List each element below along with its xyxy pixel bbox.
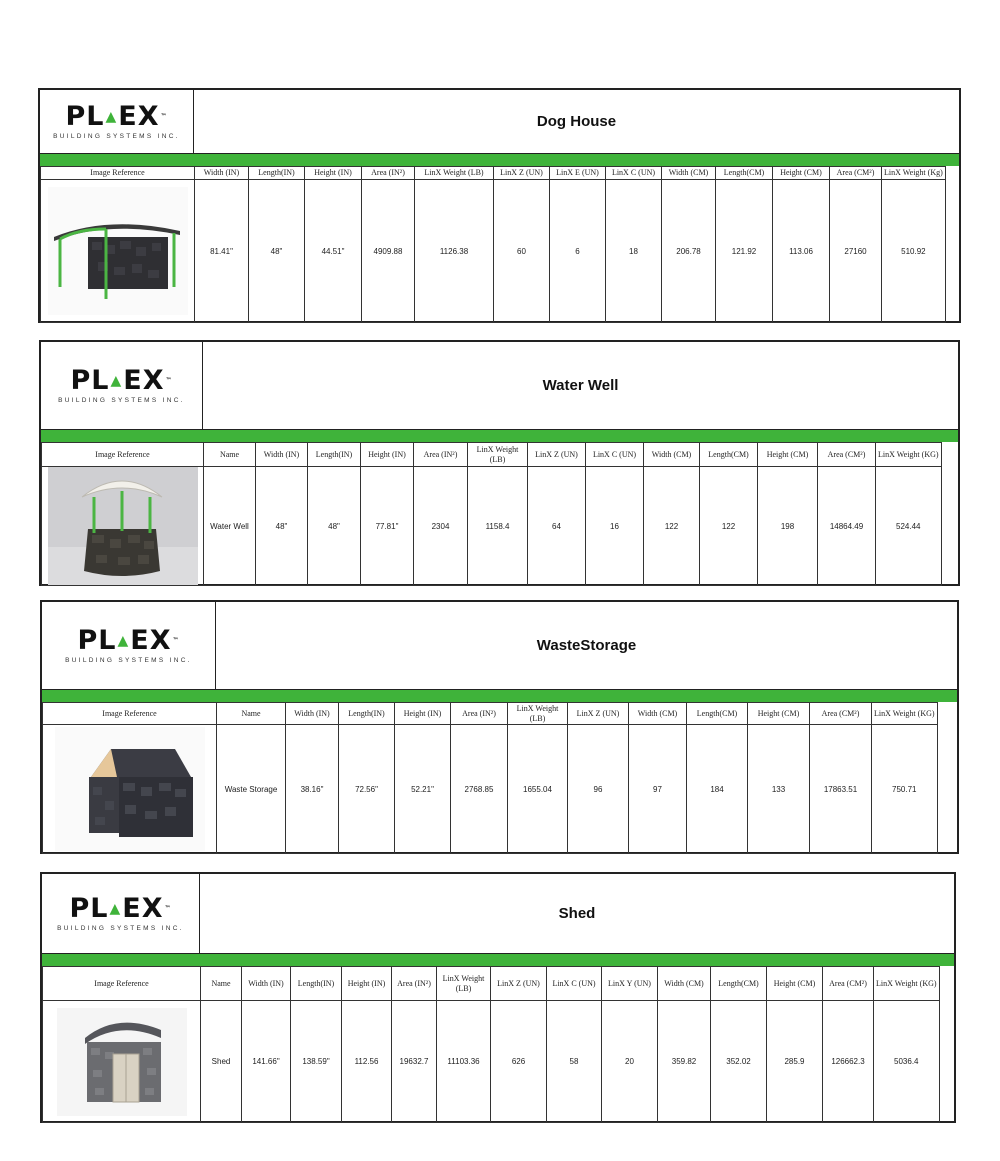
col-width-cm: Width (CM) xyxy=(662,167,716,180)
width-cm-value: 97 xyxy=(629,725,687,854)
header-row xyxy=(43,703,938,725)
plaex-logo: PL ▲ EX ™ BUILDING SYSTEMS INC. xyxy=(40,90,194,153)
length-cm-value: 121.92 xyxy=(716,180,773,323)
col-linx-c: LinX C (UN) xyxy=(586,443,644,467)
col-linx-z: LinX Z (UN) xyxy=(528,443,586,467)
table-row xyxy=(43,1001,940,1123)
col-name: Name xyxy=(217,703,286,725)
linx-z-value: 60 xyxy=(494,180,550,323)
col-linx-weight-kg: LinX Weight (KG) xyxy=(874,967,940,1001)
length-cm-value: 184 xyxy=(687,725,748,854)
header-row xyxy=(43,967,940,1001)
col-image-reference: Image Reference xyxy=(43,703,217,725)
width-in-value: 48" xyxy=(256,467,308,586)
width-in-value: 81.41" xyxy=(195,180,249,323)
col-height-cm: Height (CM) xyxy=(758,443,818,467)
area-cm-value: 17863.51 xyxy=(810,725,872,854)
section-waste-storage xyxy=(40,600,959,854)
col-linx-weight-lb: LinX Weight (LB) xyxy=(437,967,491,1001)
section-title: Water Well xyxy=(542,377,619,394)
area-cm-value: 14864.49 xyxy=(818,467,876,586)
section-title: Dog House xyxy=(536,113,617,130)
col-length-cm: Length(CM) xyxy=(716,167,773,180)
col-linx-z: LinX Z (UN) xyxy=(491,967,547,1001)
col-width-cm: Width (CM) xyxy=(629,703,687,725)
col-height-cm: Height (CM) xyxy=(748,703,810,725)
col-length-cm: Length(CM) xyxy=(687,703,748,725)
col-length-in: Length(IN) xyxy=(249,167,305,180)
col-name: Name xyxy=(201,967,242,1001)
col-length-in: Length(IN) xyxy=(339,703,395,725)
area-in-value: 2304 xyxy=(414,467,468,586)
col-height-in: Height (IN) xyxy=(395,703,451,725)
area-cm-value: 126662.3 xyxy=(823,1001,874,1123)
col-height-in: Height (IN) xyxy=(342,967,392,1001)
linx-y-value: 20 xyxy=(602,1001,658,1123)
col-area-in: Area (IN²) xyxy=(414,443,468,467)
linx-weight-kg-value: 750.71 xyxy=(872,725,938,854)
col-area-in: Area (IN²) xyxy=(451,703,508,725)
height-in-value: 52.21" xyxy=(395,725,451,854)
height-cm-value: 113.06 xyxy=(773,180,830,323)
col-area-cm: Area (CM²) xyxy=(810,703,872,725)
col-area-cm: Area (CM²) xyxy=(823,967,874,1001)
linx-weight-kg-value: 524.44 xyxy=(876,467,942,586)
water-well-image xyxy=(48,467,198,585)
linx-c-value: 18 xyxy=(606,180,662,323)
col-width-in: Width (IN) xyxy=(286,703,339,725)
image-cell xyxy=(43,725,217,854)
height-in-value: 77.81" xyxy=(361,467,414,586)
col-linx-weight-kg: LinX Weight (KG) xyxy=(876,443,942,467)
spec-table xyxy=(42,966,940,1123)
linx-weight-lb-value: 1655.04 xyxy=(508,725,568,854)
col-area-cm: Area (CM²) xyxy=(830,167,882,180)
section-header xyxy=(40,90,959,154)
table-row xyxy=(42,467,942,586)
section-title: Shed xyxy=(558,905,596,922)
linx-c-value: 58 xyxy=(547,1001,602,1123)
length-in-value: 138.59" xyxy=(291,1001,342,1123)
width-in-value: 141.66" xyxy=(242,1001,291,1123)
image-cell xyxy=(42,467,204,586)
spec-table xyxy=(40,166,946,323)
green-divider xyxy=(40,154,959,166)
linx-z-value: 64 xyxy=(528,467,586,586)
section-dog-house xyxy=(38,88,961,323)
height-cm-value: 285.9 xyxy=(767,1001,823,1123)
col-area-in: Area (IN²) xyxy=(362,167,415,180)
name-value: Water Well xyxy=(204,467,256,586)
table-row xyxy=(43,725,938,854)
linx-c-value: 16 xyxy=(586,467,644,586)
linx-weight-lb-value: 1158.4 xyxy=(468,467,528,586)
length-in-value: 48" xyxy=(308,467,361,586)
waste-storage-image xyxy=(55,727,205,851)
length-in-value: 72.56" xyxy=(339,725,395,854)
linx-weight-kg-value: 510.92 xyxy=(882,180,946,323)
section-water-well xyxy=(39,340,960,586)
image-cell xyxy=(43,1001,201,1123)
height-cm-value: 133 xyxy=(748,725,810,854)
area-in-value: 19632.7 xyxy=(392,1001,437,1123)
col-linx-z: LinX Z (UN) xyxy=(568,703,629,725)
linx-weight-lb-value: 1126.38 xyxy=(415,180,494,323)
width-cm-value: 122 xyxy=(644,467,700,586)
height-cm-value: 198 xyxy=(758,467,818,586)
width-in-value: 38.16" xyxy=(286,725,339,854)
col-width-cm: Width (CM) xyxy=(644,443,700,467)
header-row xyxy=(42,443,942,467)
col-height-in: Height (IN) xyxy=(361,443,414,467)
area-in-value: 4909.88 xyxy=(362,180,415,323)
area-cm-value: 27160 xyxy=(830,180,882,323)
shed-image xyxy=(57,1008,187,1116)
width-cm-value: 206.78 xyxy=(662,180,716,323)
width-cm-value: 359.82 xyxy=(658,1001,711,1123)
linx-z-value: 96 xyxy=(568,725,629,854)
image-cell xyxy=(41,180,195,323)
col-length-in: Length(IN) xyxy=(308,443,361,467)
height-in-value: 112.56 xyxy=(342,1001,392,1123)
col-width-cm: Width (CM) xyxy=(658,967,711,1001)
height-in-value: 44.51" xyxy=(305,180,362,323)
col-width-in: Width (IN) xyxy=(242,967,291,1001)
section-shed xyxy=(40,872,956,1123)
plaex-logo: PL ▲ EX ™ BUILDING SYSTEMS INC. xyxy=(41,342,203,429)
area-in-value: 2768.85 xyxy=(451,725,508,854)
plaex-logo: PL ▲ EX ™ BUILDING SYSTEMS INC. xyxy=(42,602,216,689)
col-linx-weight-lb: LinX Weight (LB) xyxy=(415,167,494,180)
col-length-cm: Length(CM) xyxy=(700,443,758,467)
col-linx-c: LinX C (UN) xyxy=(606,167,662,180)
green-divider xyxy=(42,954,954,966)
col-area-cm: Area (CM²) xyxy=(818,443,876,467)
col-linx-weight-lb: LinX Weight (LB) xyxy=(468,443,528,467)
section-header xyxy=(41,342,958,430)
col-image-reference: Image Reference xyxy=(41,167,195,180)
green-divider xyxy=(41,430,958,442)
name-value: Shed xyxy=(201,1001,242,1123)
col-height-cm: Height (CM) xyxy=(773,167,830,180)
spec-table xyxy=(41,442,942,586)
col-height-cm: Height (CM) xyxy=(767,967,823,1001)
col-linx-y: LinX Y (UN) xyxy=(602,967,658,1001)
section-title: Waste Storage xyxy=(536,637,637,654)
col-linx-c: LinX C (UN) xyxy=(547,967,602,1001)
spec-table xyxy=(42,702,938,854)
section-header xyxy=(42,602,957,690)
green-divider xyxy=(42,690,957,702)
table-row xyxy=(41,180,946,323)
name-value: Waste Storage xyxy=(217,725,286,854)
col-linx-e: LinX E (UN) xyxy=(550,167,606,180)
section-header xyxy=(42,874,954,954)
length-in-value: 48" xyxy=(249,180,305,323)
col-linx-weight-kg: LinX Weight (KG) xyxy=(872,703,938,725)
length-cm-value: 122 xyxy=(700,467,758,586)
linx-weight-lb-value: 11103.36 xyxy=(437,1001,491,1123)
plaex-logo: PL ▲ EX ™ BUILDING SYSTEMS INC. xyxy=(42,874,200,953)
col-linx-weight-lb: LinX Weight (LB) xyxy=(508,703,568,725)
col-height-in: Height (IN) xyxy=(305,167,362,180)
col-width-in: Width (IN) xyxy=(195,167,249,180)
dog-house-image xyxy=(48,187,188,315)
col-linx-z: LinX Z (UN) xyxy=(494,167,550,180)
linx-z-value: 626 xyxy=(491,1001,547,1123)
col-width-in: Width (IN) xyxy=(256,443,308,467)
col-area-in: Area (IN²) xyxy=(392,967,437,1001)
col-length-in: Length(IN) xyxy=(291,967,342,1001)
length-cm-value: 352.02 xyxy=(711,1001,767,1123)
linx-e-value: 6 xyxy=(550,180,606,323)
col-length-cm: Length(CM) xyxy=(711,967,767,1001)
header-row xyxy=(41,167,946,180)
linx-weight-kg-value: 5036.4 xyxy=(874,1001,940,1123)
col-linx-weight-kg: LinX Weight (Kg) xyxy=(882,167,946,180)
col-name: Name xyxy=(204,443,256,467)
col-image-reference: Image Reference xyxy=(42,443,204,467)
col-image-reference: Image Reference xyxy=(43,967,201,1001)
